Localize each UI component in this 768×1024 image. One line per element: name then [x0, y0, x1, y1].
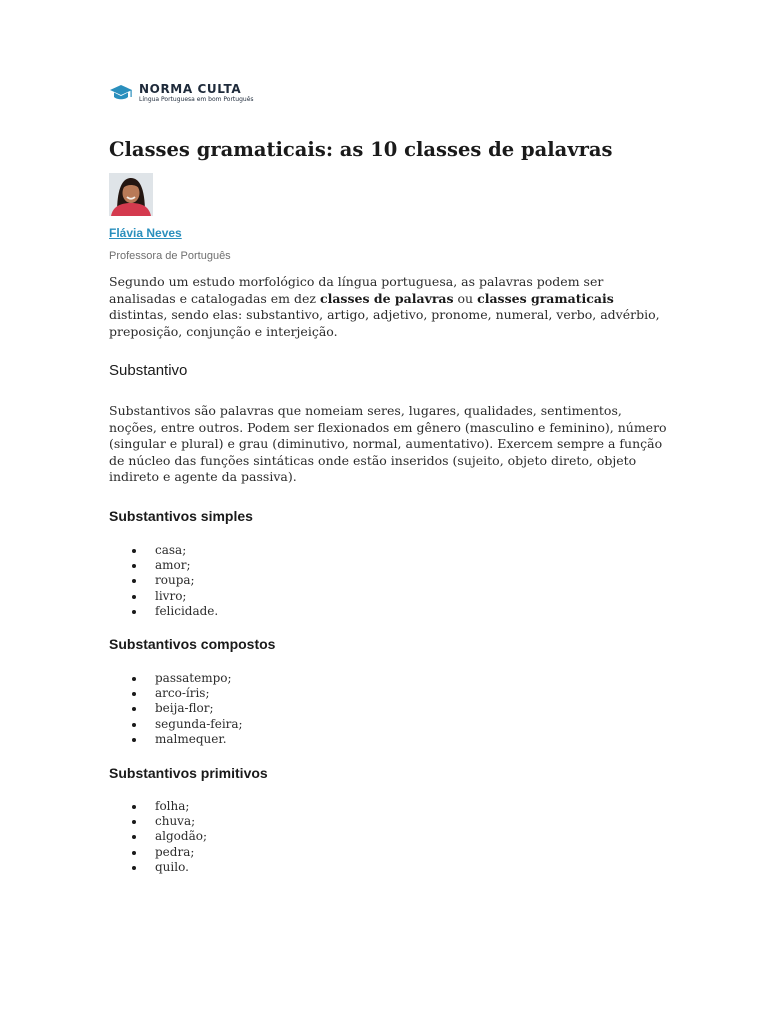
subsection-heading-compostos: Substantivos compostos: [109, 636, 276, 652]
subsection-heading-primitivos: Substantivos primitivos: [109, 765, 268, 781]
compostos-list: [130, 671, 243, 747]
list-item: passatempo;: [130, 671, 243, 686]
intro-bold-term-1: classes de palavras: [319, 290, 454, 306]
list-item: malmequer.: [130, 732, 243, 747]
site-logo[interactable]: [109, 83, 254, 104]
intro-paragraph: [109, 274, 669, 340]
article-title: Classes gramaticais: as 10 classes de palavras: [109, 138, 613, 161]
subsection-heading-simples: Substantivos simples: [109, 508, 253, 524]
list-item: livro;: [130, 589, 218, 604]
list-item: beija-flor;: [130, 701, 243, 716]
intro-text-start: Segundo um estudo morfológico da língua portuguesa, as palavras podem ser analisadas e catalogadas em dez: [109, 274, 604, 306]
author-photo: [109, 173, 153, 216]
list-item: roupa;: [130, 573, 218, 588]
author-role: Professora de Português: [109, 250, 231, 262]
intro-bold-term-2: classes gramaticais: [477, 290, 614, 306]
list-item: arco-íris;: [130, 686, 243, 701]
list-item: amor;: [130, 558, 218, 573]
list-item: pedra;: [130, 845, 207, 860]
author-avatar: [109, 173, 153, 216]
list-item: folha;: [130, 799, 207, 814]
substantivo-paragraph: Substantivos são palavras que nomeiam seres, lugares, qualidades, sentimentos, noções, entre outros. Podem ser flexionados em gênero (masculino e feminino), número (singular e plural) e grau (diminutivo, normal, aumentativo). Exercem sempre a função de núcleo das funções sintáticas onde estão inseridos (sujeito, objeto direto, objeto indireto e agente da passiva).: [109, 403, 667, 485]
list-item: segunda-feira;: [130, 717, 243, 732]
list-item: algodão;: [130, 829, 207, 844]
intro-text-mid: ou: [453, 290, 478, 306]
simples-list: [130, 543, 218, 619]
graduation-cap-icon: [109, 84, 133, 104]
list-item: casa;: [130, 543, 218, 558]
brand-name: NORMA CULTA: [139, 82, 242, 96]
list-item: chuva;: [130, 814, 207, 829]
author-name-link[interactable]: Flávia Neves: [109, 226, 182, 240]
intro-text-end: distintas, sendo elas: substantivo, artigo, adjetivo, pronome, numeral, verbo, advérbio, preposição, conjunção e interjeição.: [109, 307, 660, 339]
section-heading-substantivo: Substantivo: [109, 362, 188, 379]
brand-tagline: Língua Portuguesa em bom Português: [139, 96, 254, 103]
logo-text: [139, 83, 254, 104]
list-item: quilo.: [130, 860, 207, 875]
primitivos-list: [130, 799, 207, 875]
list-item: felicidade.: [130, 604, 218, 619]
